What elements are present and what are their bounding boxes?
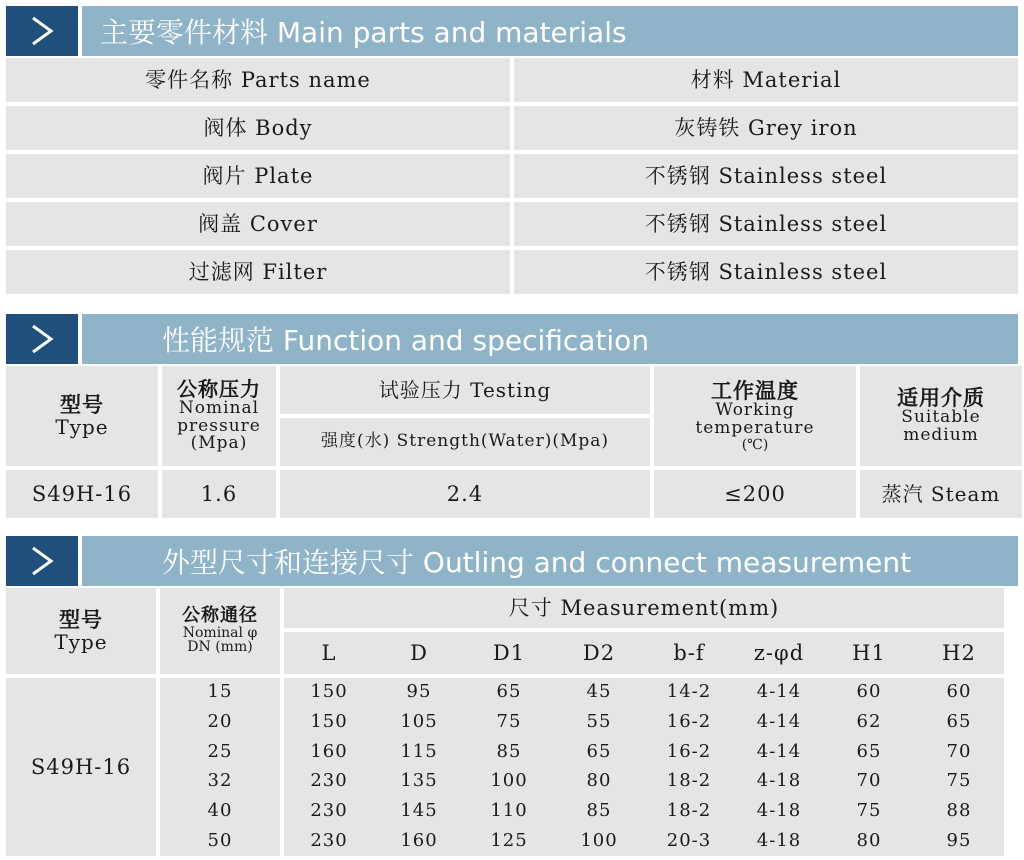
table-row: 230 145 110 85 18-2 4-18 75 88 bbox=[310, 800, 972, 821]
function-header-testing: 试验压力 Testing bbox=[280, 366, 650, 414]
chevron-right-icon bbox=[6, 314, 78, 364]
dimensions-header-measurement: 尺寸 Measurement(mm) bbox=[284, 588, 1004, 628]
dimensions-values bbox=[284, 678, 1004, 856]
dn-value: 50 bbox=[207, 829, 233, 851]
section-header-materials bbox=[6, 6, 1018, 56]
materials-table bbox=[6, 58, 1018, 294]
function-cell-type: S49H-16 bbox=[6, 470, 158, 518]
function-header-medium: 适用介质 Suitable medium bbox=[860, 366, 1022, 466]
dn-value: 25 bbox=[207, 740, 233, 762]
col-header-bf: b-f bbox=[673, 640, 705, 665]
dn-value: 20 bbox=[207, 711, 233, 733]
function-header-temperature: 工作温度 Working temperature (℃) bbox=[654, 366, 856, 466]
materials-row-material: 不锈钢 Stainless steel bbox=[514, 250, 1018, 294]
table-row: 160 115 85 65 16-2 4-14 65 70 bbox=[310, 740, 972, 762]
table-row: 150 105 75 55 16-2 4-14 62 65 bbox=[310, 711, 972, 733]
chevron-right-icon bbox=[6, 536, 78, 586]
dimensions-header-columns bbox=[284, 632, 1004, 674]
col-header-h2: H2 bbox=[942, 640, 976, 665]
table-row: 230 160 125 100 20-3 4-18 80 95 bbox=[310, 829, 972, 851]
table-row: 150 95 65 45 14-2 4-14 60 60 bbox=[310, 681, 972, 703]
dimensions-table bbox=[6, 588, 1018, 856]
dn-value: 32 bbox=[207, 770, 233, 792]
dimensions-header-type: 型号 Type bbox=[6, 588, 156, 674]
section-header-function bbox=[6, 314, 1018, 364]
function-table bbox=[6, 366, 1018, 518]
table-row: 230 135 100 80 18-2 4-18 70 75 bbox=[310, 770, 972, 792]
materials-row-material: 灰铸铁 Grey iron bbox=[514, 106, 1018, 150]
materials-row-part: 阀盖 Cover bbox=[6, 202, 510, 246]
dn-value: 15 bbox=[207, 681, 233, 703]
dn-value: 40 bbox=[207, 800, 233, 821]
materials-header-material: 材料 Material bbox=[514, 58, 1018, 102]
materials-row-material: 不锈钢 Stainless steel bbox=[514, 154, 1018, 198]
section-title-materials: 主要零件材料 Main parts and materials bbox=[82, 6, 1018, 56]
dimensions-cell-type: S49H-16 bbox=[6, 678, 156, 856]
col-header-d2: D2 bbox=[582, 640, 616, 665]
materials-row-material: 不锈钢 Stainless steel bbox=[514, 202, 1018, 246]
dimensions-dn-list bbox=[160, 678, 280, 856]
section-header-dimensions bbox=[6, 536, 1018, 586]
chevron-right-icon bbox=[6, 6, 78, 56]
function-header-type: 型号 Type bbox=[6, 366, 158, 466]
materials-header-part: 零件名称 Parts name bbox=[6, 58, 510, 102]
materials-row-part: 过滤网 Filter bbox=[6, 250, 510, 294]
function-cell-strength: 2.4 bbox=[280, 470, 650, 518]
function-cell-nominal: 1.6 bbox=[162, 470, 276, 518]
function-header-nominal: 公称压力 Nominal pressure (Mpa) bbox=[162, 366, 276, 466]
function-cell-medium: 蒸汽 Steam bbox=[860, 470, 1022, 518]
section-title-dimensions: 外型尺寸和连接尺寸 Outling and connect measurement bbox=[82, 536, 1018, 586]
materials-row-part: 阀体 Body bbox=[6, 106, 510, 150]
materials-row-part: 阀片 Plate bbox=[6, 154, 510, 198]
function-cell-temperature: ≤200 bbox=[654, 470, 856, 518]
col-header-l: L bbox=[321, 640, 337, 665]
col-header-d: D bbox=[410, 640, 428, 665]
dimensions-header-dn: 公称通径 Nominal φ DN (mm) bbox=[160, 588, 280, 674]
col-header-h1: H1 bbox=[852, 640, 886, 665]
section-title-function: 性能规范 Function and specification bbox=[82, 314, 1018, 364]
function-header-strength: 强度(水) Strength(Water)(Mpa) bbox=[280, 418, 650, 466]
col-header-d1: D1 bbox=[492, 640, 526, 665]
col-header-zd: z-φd bbox=[753, 640, 805, 665]
